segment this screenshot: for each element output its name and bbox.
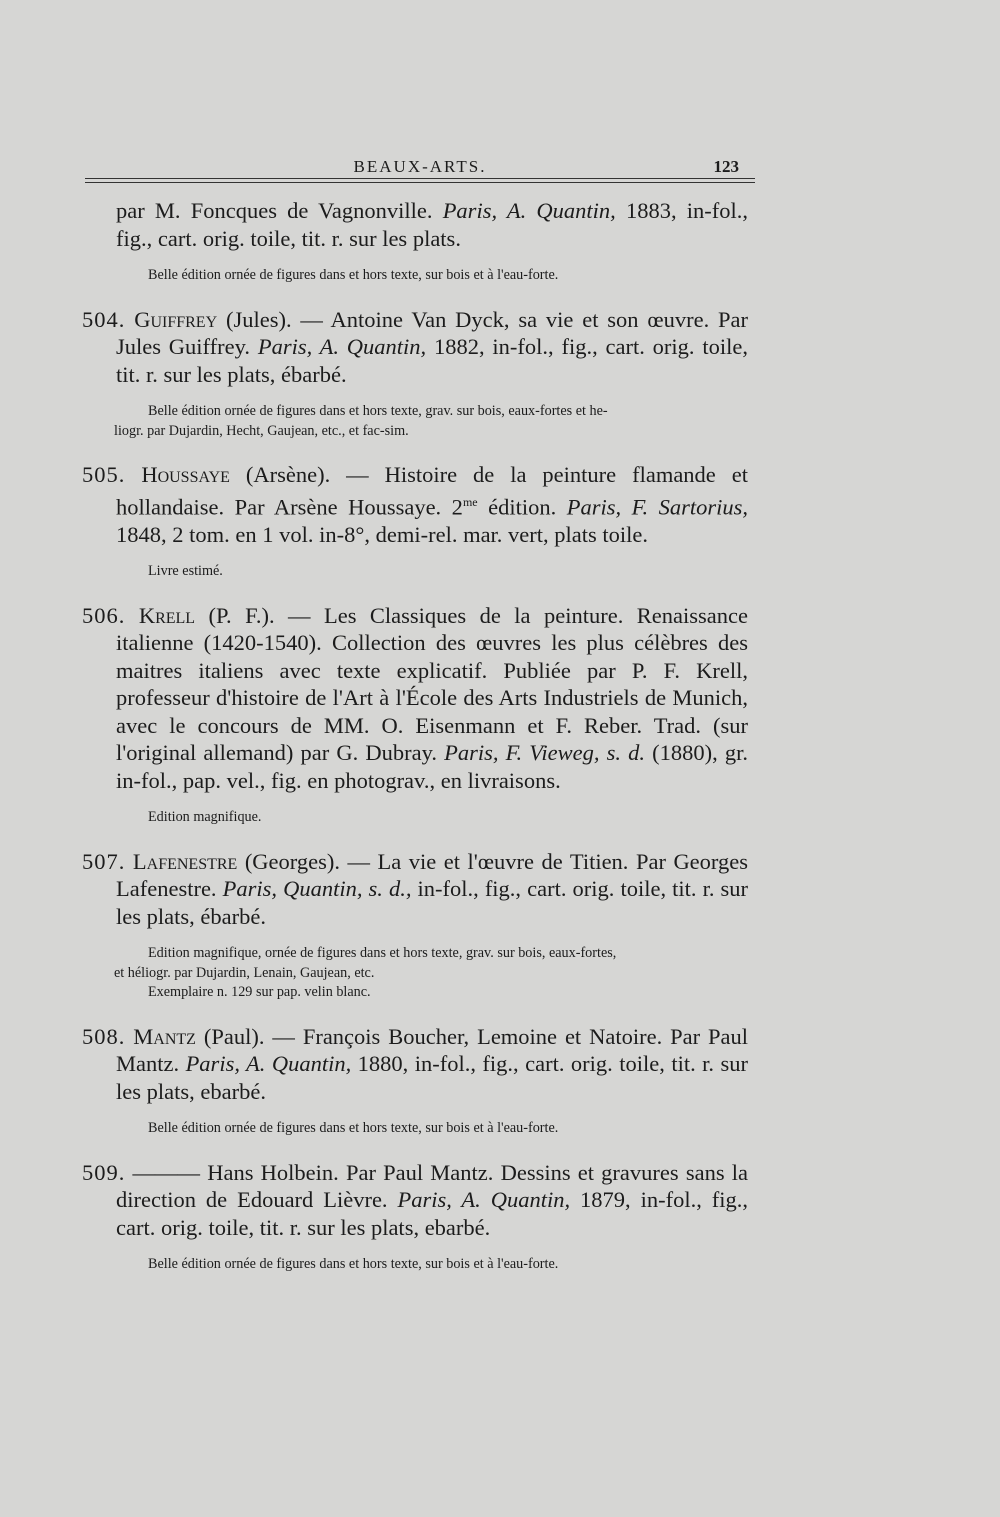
- header-rule: [85, 178, 755, 179]
- publisher: Paris, A. Quantin,: [257, 334, 427, 359]
- entry-number: 506.: [82, 602, 126, 628]
- entry-note: Belle édition ornée de figures dans et hors texte, sur bois et à l'eau-forte.: [148, 267, 559, 283]
- publisher: Paris, Quantin, s. d.,: [222, 876, 412, 901]
- publisher: Paris, F. Vieweg, s. d.: [444, 740, 645, 765]
- entry-number: 505.: [82, 462, 126, 487]
- entry-note: Edition magnifique, ornée de figures dans et hors texte, grav. sur bois, eaux-fortes, et héliogr. par Dujardin, Lenain, Gaujean, etc. Exemplaire n. 129 sur pap. velin blanc.: [114, 945, 617, 1000]
- entry-author: Krell: [138, 602, 196, 628]
- entry-number: 509.: [82, 1159, 126, 1185]
- publisher: Paris, A. Quantin,: [442, 198, 616, 223]
- publisher: Paris, A. Quantin,: [185, 1051, 352, 1076]
- entry-author: Houssaye: [141, 462, 230, 487]
- running-title: BEAUX-ARTS.: [353, 157, 487, 176]
- entry-author: Guiffrey: [134, 306, 218, 332]
- entry-note: Belle édition ornée de figures dans et hors texte, sur bois et à l'eau-forte.: [148, 1256, 559, 1272]
- entry-note: Livre estimé.: [148, 563, 223, 579]
- entry-author: Lafenestre: [132, 848, 238, 874]
- publisher: Paris, A. Quantin,: [397, 1187, 571, 1212]
- entry-author: Mantz: [133, 1023, 196, 1049]
- entry-number: 507.: [82, 848, 126, 874]
- entry-number: 504.: [82, 306, 126, 332]
- catalogue-entry: 505. Houssaye (Arsène). — Histoire de la peinture flamande et hollandaise. Par Arsène Houssaye. $2^{me}$ édition. Paris, F. Sartorius, 1848, 2 tom. en 1 vol. in-8°, demi-rel. mar. vert, plats toile.: [82, 462, 748, 547]
- running-header: [85, 157, 755, 183]
- header-rule: [85, 182, 755, 183]
- publisher: Paris, F. Sartorius,: [566, 494, 748, 519]
- entry-note: Belle édition ornée de figures dans et hors texte, sur bois et à l'eau-forte.: [148, 1120, 559, 1136]
- catalogue-entry: 508. Mantz (Paul). — François Boucher, Lemoine et Natoire. Par Paul Mantz. Paris, A. Quantin, 1880, in-fol., fig., cart. orig. toile, tit. r. sur les plats, ebarbé.: [82, 1023, 749, 1104]
- catalogue-entry: 504. Guiffrey (Jules). — Antoine Van Dyck, sa vie et son œuvre. Par Jules Guiffrey. Paris, A. Quantin, 1882, in-fol., fig., cart. orig. toile, tit. r. sur les plats, ébarbé.: [82, 306, 749, 387]
- catalogue-entries: [82, 197, 748, 1275]
- catalogue-entry: 506. Krell (P. F.). — Les Classiques de la peinture. Renaissance italienne (1420-1540). Collection des œuvres les plus célèbres des maitres italiens avec texte explicatif. Publiée par P. F. Krell, professeur d'histoire de l'Art à l'École des Arts Industriels de Munich, avec le concours de MM. O. Eisenmann et F. Reber. Trad. (sur l'original allemand) par G. Dubray. Paris, F. Vieweg, s. d. (1880), gr. in-fol., pap. vel., fig. en photograv., en livraisons.: [82, 602, 748, 793]
- entry-note: Belle édition ornée de figures dans et hors texte, grav. sur bois, eaux-fortes et he- liogr. par Dujardin, Hecht, Gaujean, etc., et fac-sim.: [114, 403, 608, 439]
- catalogue-entry: 507. Lafenestre (Georges). — La vie et l'œuvre de Titien. Par Georges Lafenestre. Paris, Quantin, s. d., in-fol., fig., cart. orig. toile, tit. r. sur les plats, ébarbé.: [82, 848, 749, 929]
- entry-note: Edition magnifique.: [148, 809, 262, 825]
- superscript: me: [462, 494, 478, 509]
- entry-number: 508.: [82, 1023, 126, 1049]
- catalogue-entry: 509. ——— Hans Holbein. Par Paul Mantz. Dessins et gravures sans la direction de Edouard Lièvre. Paris, A. Quantin, 1879, in-fol., fig., cart. orig. toile, tit. r. sur les plats, ebarbé.: [82, 1159, 748, 1240]
- page-number: 123: [713, 157, 739, 176]
- catalogue-entry: par M. Foncques de Vagnonville. Paris, A. Quantin, 1883, in-fol., fig., cart. orig. toile, tit. r. sur les plats.: [116, 198, 748, 251]
